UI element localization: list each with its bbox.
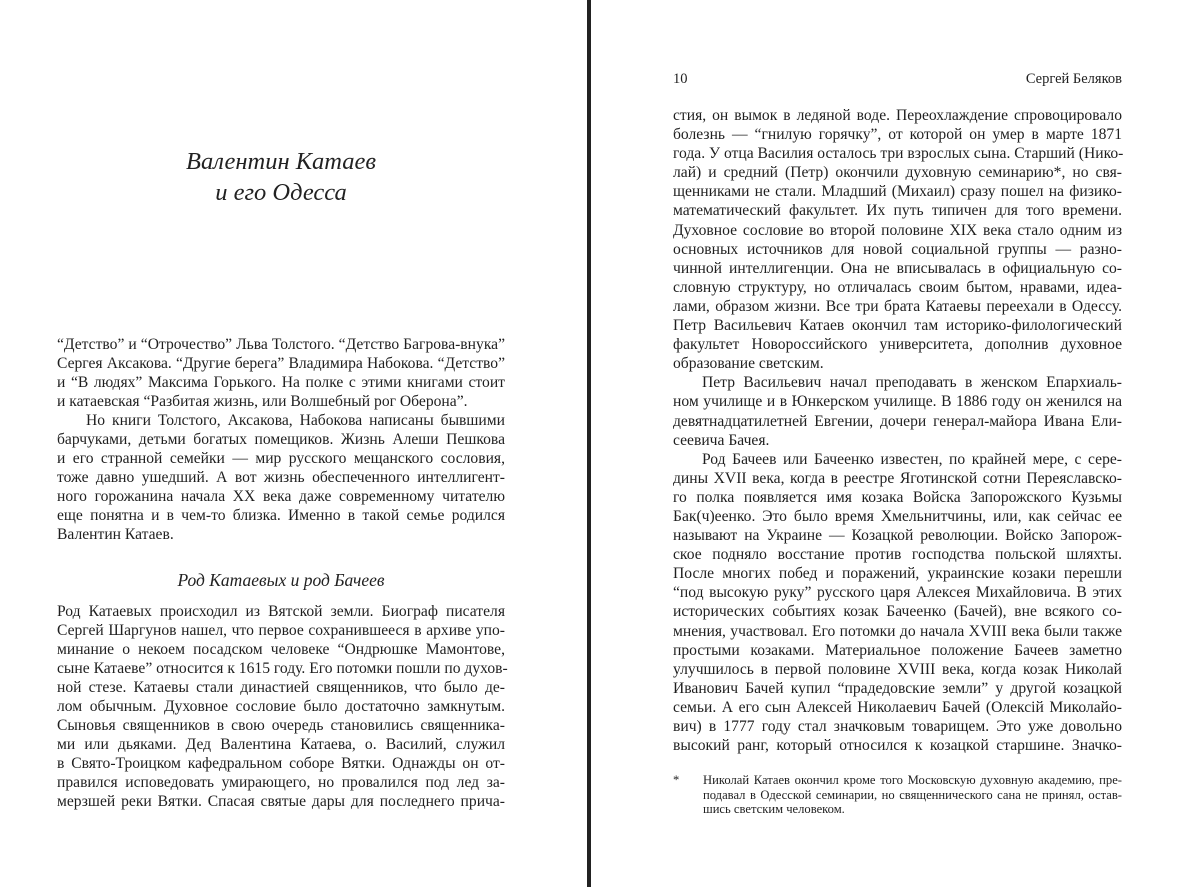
footnote-marker: * [673, 773, 680, 787]
text-line: Род Бачеев или Бачеенко известен, по крайней мере, с сере- [702, 450, 1122, 468]
text-line: Сергея Аксакова. “Другие берега” Владимира Набокова. “Детство” [57, 355, 505, 372]
footnote-line: подавал в Одесской семинарии, но священнического сана не принял, остав- [703, 787, 1122, 802]
intro-text [57, 335, 505, 544]
text-line: дины XVII века, когда в реестре Яготинской сотни Переяславско- [673, 469, 1122, 487]
text-line: чинной интеллигенции. Она не вписывалась в официальную со- [673, 259, 1122, 277]
chapter-title-line: Валентин Катаев [185, 148, 377, 175]
text-line: барчуками, детьми богатых помещиков. Жизнь Алеши Пешкова [57, 431, 505, 448]
text-line: го полка появляется имя козака Войска Запорожского Кузьмы [673, 488, 1122, 506]
page-number: 10 [673, 71, 688, 87]
text-line: лом обычным. Духовное сословие было достаточно замкнутым. [57, 698, 505, 715]
text-line: математический факультет. Их путь типичен для того времени. [673, 202, 1122, 220]
text-line: еще понятна и в чем-то близка. Именно в такой семье родился [57, 507, 505, 524]
text-line: Иванович Бачей купил “прадедовские земли” у другой козацкой [673, 679, 1122, 697]
running-author: Сергей Беляков [1025, 71, 1122, 87]
left-page [0, 0, 587, 887]
text-line: После многих побед и поражений, украинские козаки перешли [673, 565, 1122, 583]
text-line: семьи. А его сын Алексей Николаевич Бачей (Олексій Миколайо- [673, 698, 1122, 716]
text-line: ном училище и в Юнкерском училище. В 1886 году он женился на [673, 393, 1122, 411]
footnote-text [703, 773, 1122, 817]
text-line: Сергей Шаргунов нашел, что первое сохранившееся в архиве упо- [57, 622, 505, 639]
footnote-line: Николай Катаев окончил кроме того Московскую духовную академию, пре- [703, 773, 1122, 787]
text-line: Бак(ч)еенко. Это было время Хмельнитчины, или, как сейчас ее [673, 507, 1122, 525]
text-line: лами, образом жизни. Все три брата Катаевы переехали в Одессу. [673, 297, 1122, 315]
text-line: Петр Васильевич начал преподавать в женском Епархиаль- [702, 374, 1122, 392]
text-line: щенниками не стали. Младший (Михаил) сразу пошел на физико- [673, 183, 1122, 201]
text-line: ного горожанина начала XX века даже современному читателю [57, 488, 505, 505]
text-line: основных источников для новой социальной группы — разно- [673, 240, 1122, 258]
text-line: мнения, участвовал. Его потомки до начала XVIII века были также [673, 622, 1122, 640]
text-line: словную структуру, но отличалась своим бытом, нравами, идеа- [673, 278, 1122, 296]
text-line: вич) в 1777 году стал значковым товарищем. Это уже довольно [673, 718, 1122, 735]
text-line: Род Катаевых происходил из Вятской земли. Биограф писателя [57, 603, 505, 620]
text-line: девятнадцатилетней Евгении, дочери генерал-майора Ивана Ели- [673, 412, 1122, 430]
text-line: Духовное сословие во второй половине XIX века стало одним из [673, 221, 1122, 239]
text-line: образование светским. [673, 355, 824, 373]
text-line: Петр Васильевич Катаев окончил там историко-филологический [673, 317, 1122, 335]
text-line: ское подняло восстание против господства польской шляхты. [673, 546, 1122, 564]
text-line: простыми козаками. Материальное положение Бачеев заметно [673, 641, 1122, 659]
text-line: в Свято-Троицком кафедральном соборе Вятки. Однажды он от- [57, 755, 505, 772]
text-line: мерзшей реки Вятки. Спасая святые дары для последнего прича- [57, 793, 505, 810]
text-line: сеевича Бачея. [673, 431, 770, 449]
text-line: “под высокую руку” русского царя Алексея Михайловича. В этих [673, 584, 1122, 602]
text-line: Но книги Толстого, Аксакова, Набокова написаны бывшими [86, 412, 505, 429]
text-line: ми или дьяками. Дед Валентина Катаева, о. Василий, служил [57, 736, 505, 753]
chapter-title-line: и его Одесса [215, 179, 347, 206]
left-text-column [57, 0, 508, 887]
text-line: болезнь — “гнилую горячку”, от которой он умер в марте 1871 [673, 126, 1122, 144]
text-line: улучшилось в первой половине XVIII века, когда козак Николай [673, 660, 1122, 678]
text-line: лай) и средний (Петр) окончили духовную семинарию*, но свя- [673, 164, 1122, 182]
right-text-column [673, 0, 1122, 887]
text-line: “Детство” и “Отрочество” Льва Толстого. “Детство Багрова-внука” [57, 336, 505, 353]
text-line: Сыновья священников в свою очередь становились священника- [57, 717, 505, 734]
text-line: высокий ранг, который относился к козацкой старшине. Значко- [673, 737, 1122, 755]
text-line: факультет Новороссийского университета, дополнив духовное [673, 336, 1122, 354]
text-line: Валентин Катаев. [57, 526, 174, 543]
section-text [57, 602, 508, 811]
text-line: ной стезе. Катаевы стали династией священников, что было де- [57, 679, 505, 696]
body-text [673, 106, 1122, 755]
text-line: и “В людях” Максима Горького. На полке с этими книгами стоит [57, 374, 505, 391]
text-line: стия, он вымок в ледяной воде. Переохлаждение спровоцировало [673, 107, 1122, 124]
section-title: Род Катаевых и род Бачеев [177, 570, 385, 590]
right-page [591, 0, 1183, 887]
text-line: сыне Катаеве” относится к 1615 году. Его потомки пошли по духов- [57, 660, 508, 677]
footnote-line: шись светским человеком. [703, 802, 845, 817]
text-line: и его странной семейки — мир русского мещанского сословия, [57, 450, 505, 467]
text-line: минание о некоем посадском человеке “Ондрюшке Мамонтове, [57, 641, 505, 658]
text-line: правился исповедовать умирающего, но провалился под лед за- [57, 774, 505, 791]
text-line: называют на Украине — Козацкой революции. Войско Запорож- [673, 527, 1122, 545]
text-line: и катаевская “Разбитая жизнь, или Волшебный рог Оберона”. [57, 393, 468, 410]
text-line: исторических событиях козак Бачеенко (Бачей), вне всякого со- [673, 603, 1122, 621]
text-line: тоже давно ушедший. А вот жизнь обеспеченного интеллигент- [57, 469, 505, 486]
text-line: года. У отца Василия осталось три взрослых сына. Старший (Нико- [673, 145, 1124, 163]
